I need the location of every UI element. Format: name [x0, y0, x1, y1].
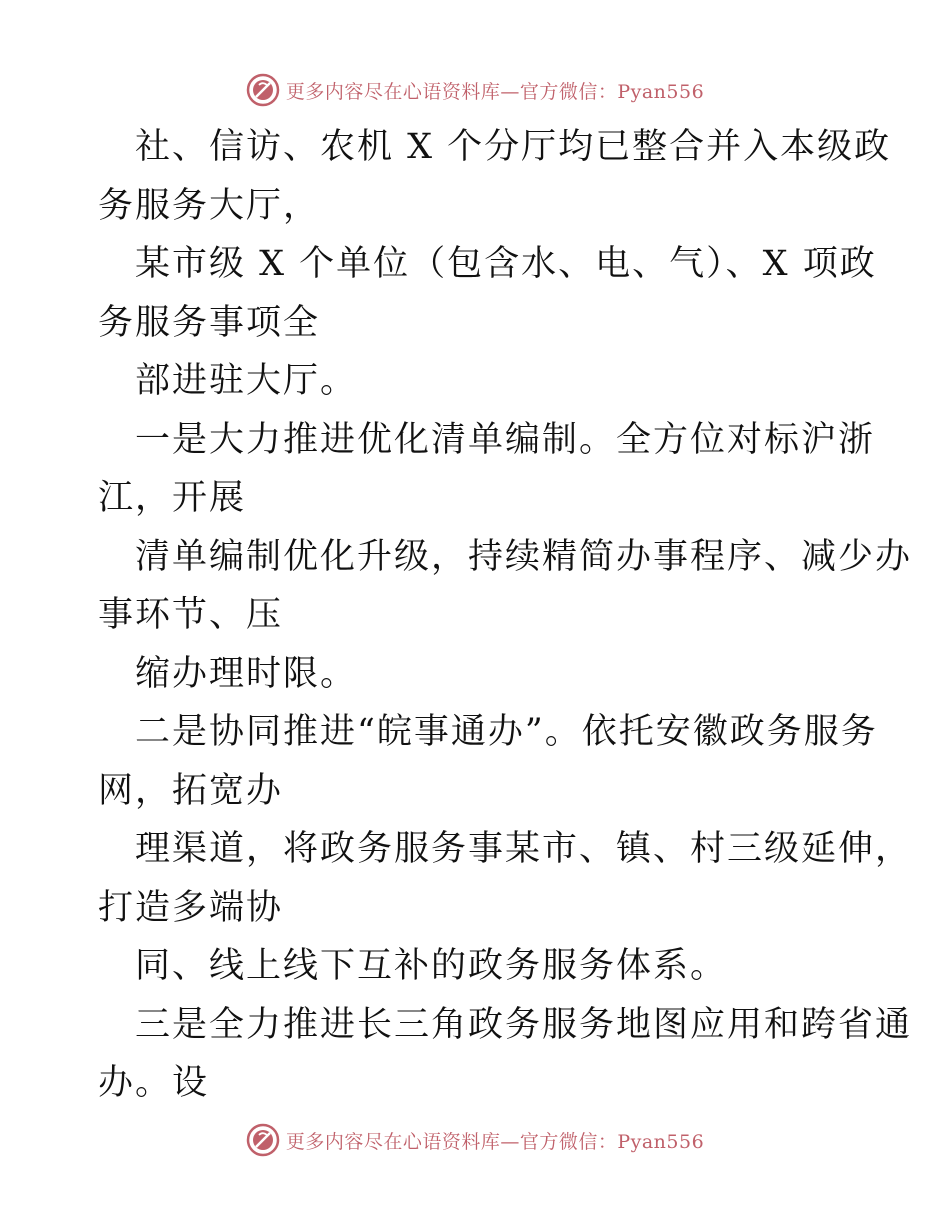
footer-banner-text: 更多内容尽在心语资料库—官方微信：Pyan556: [285, 1130, 705, 1153]
text-line: 江，开展: [98, 478, 247, 518]
text-line: 三是全力推进长三角政务服务地图应用和跨省通: [135, 1004, 913, 1045]
seal-logo-icon: [246, 73, 280, 107]
text-line: 网，拓宽办: [98, 770, 284, 811]
text-line: 缩办理时限。: [135, 653, 358, 694]
text-line: 清单编制优化升级，持续精简办事程序、减少办: [135, 536, 913, 577]
text-line: 务服务事项全: [98, 302, 321, 343]
text-line: 事环节、压: [98, 595, 284, 635]
header-banner-text: 更多内容尽在心语资料库—官方微信：Pyan556: [285, 80, 705, 103]
text-line: 部进驻大厅。: [135, 361, 358, 401]
text-line: 务服务大厅，: [98, 185, 321, 226]
text-line: 一是大力推进优化清单编制。全方位对标沪浙: [135, 419, 876, 460]
footer-banner: [0, 1120, 950, 1160]
text-line: 同、线上线下互补的政务服务体系。: [135, 946, 728, 986]
text-line: 社、信访、农机 X 个分厅均已整合并入本级政: [135, 127, 892, 167]
text-line: 打造多端协: [98, 887, 284, 928]
text-line: 二是协同推进“皖事通办”。依托安徽政务服务: [135, 712, 878, 752]
text-line: 理渠道，将政务服务事某市、镇、村三级延伸，: [135, 829, 913, 869]
document-body: [98, 118, 913, 1113]
header-banner: [0, 70, 950, 110]
text-line: 办。设: [98, 1063, 210, 1103]
seal-logo-icon: [246, 1123, 280, 1157]
text-line: 某市级 X 个单位（包含水、电、气）、X 项政: [135, 244, 877, 284]
